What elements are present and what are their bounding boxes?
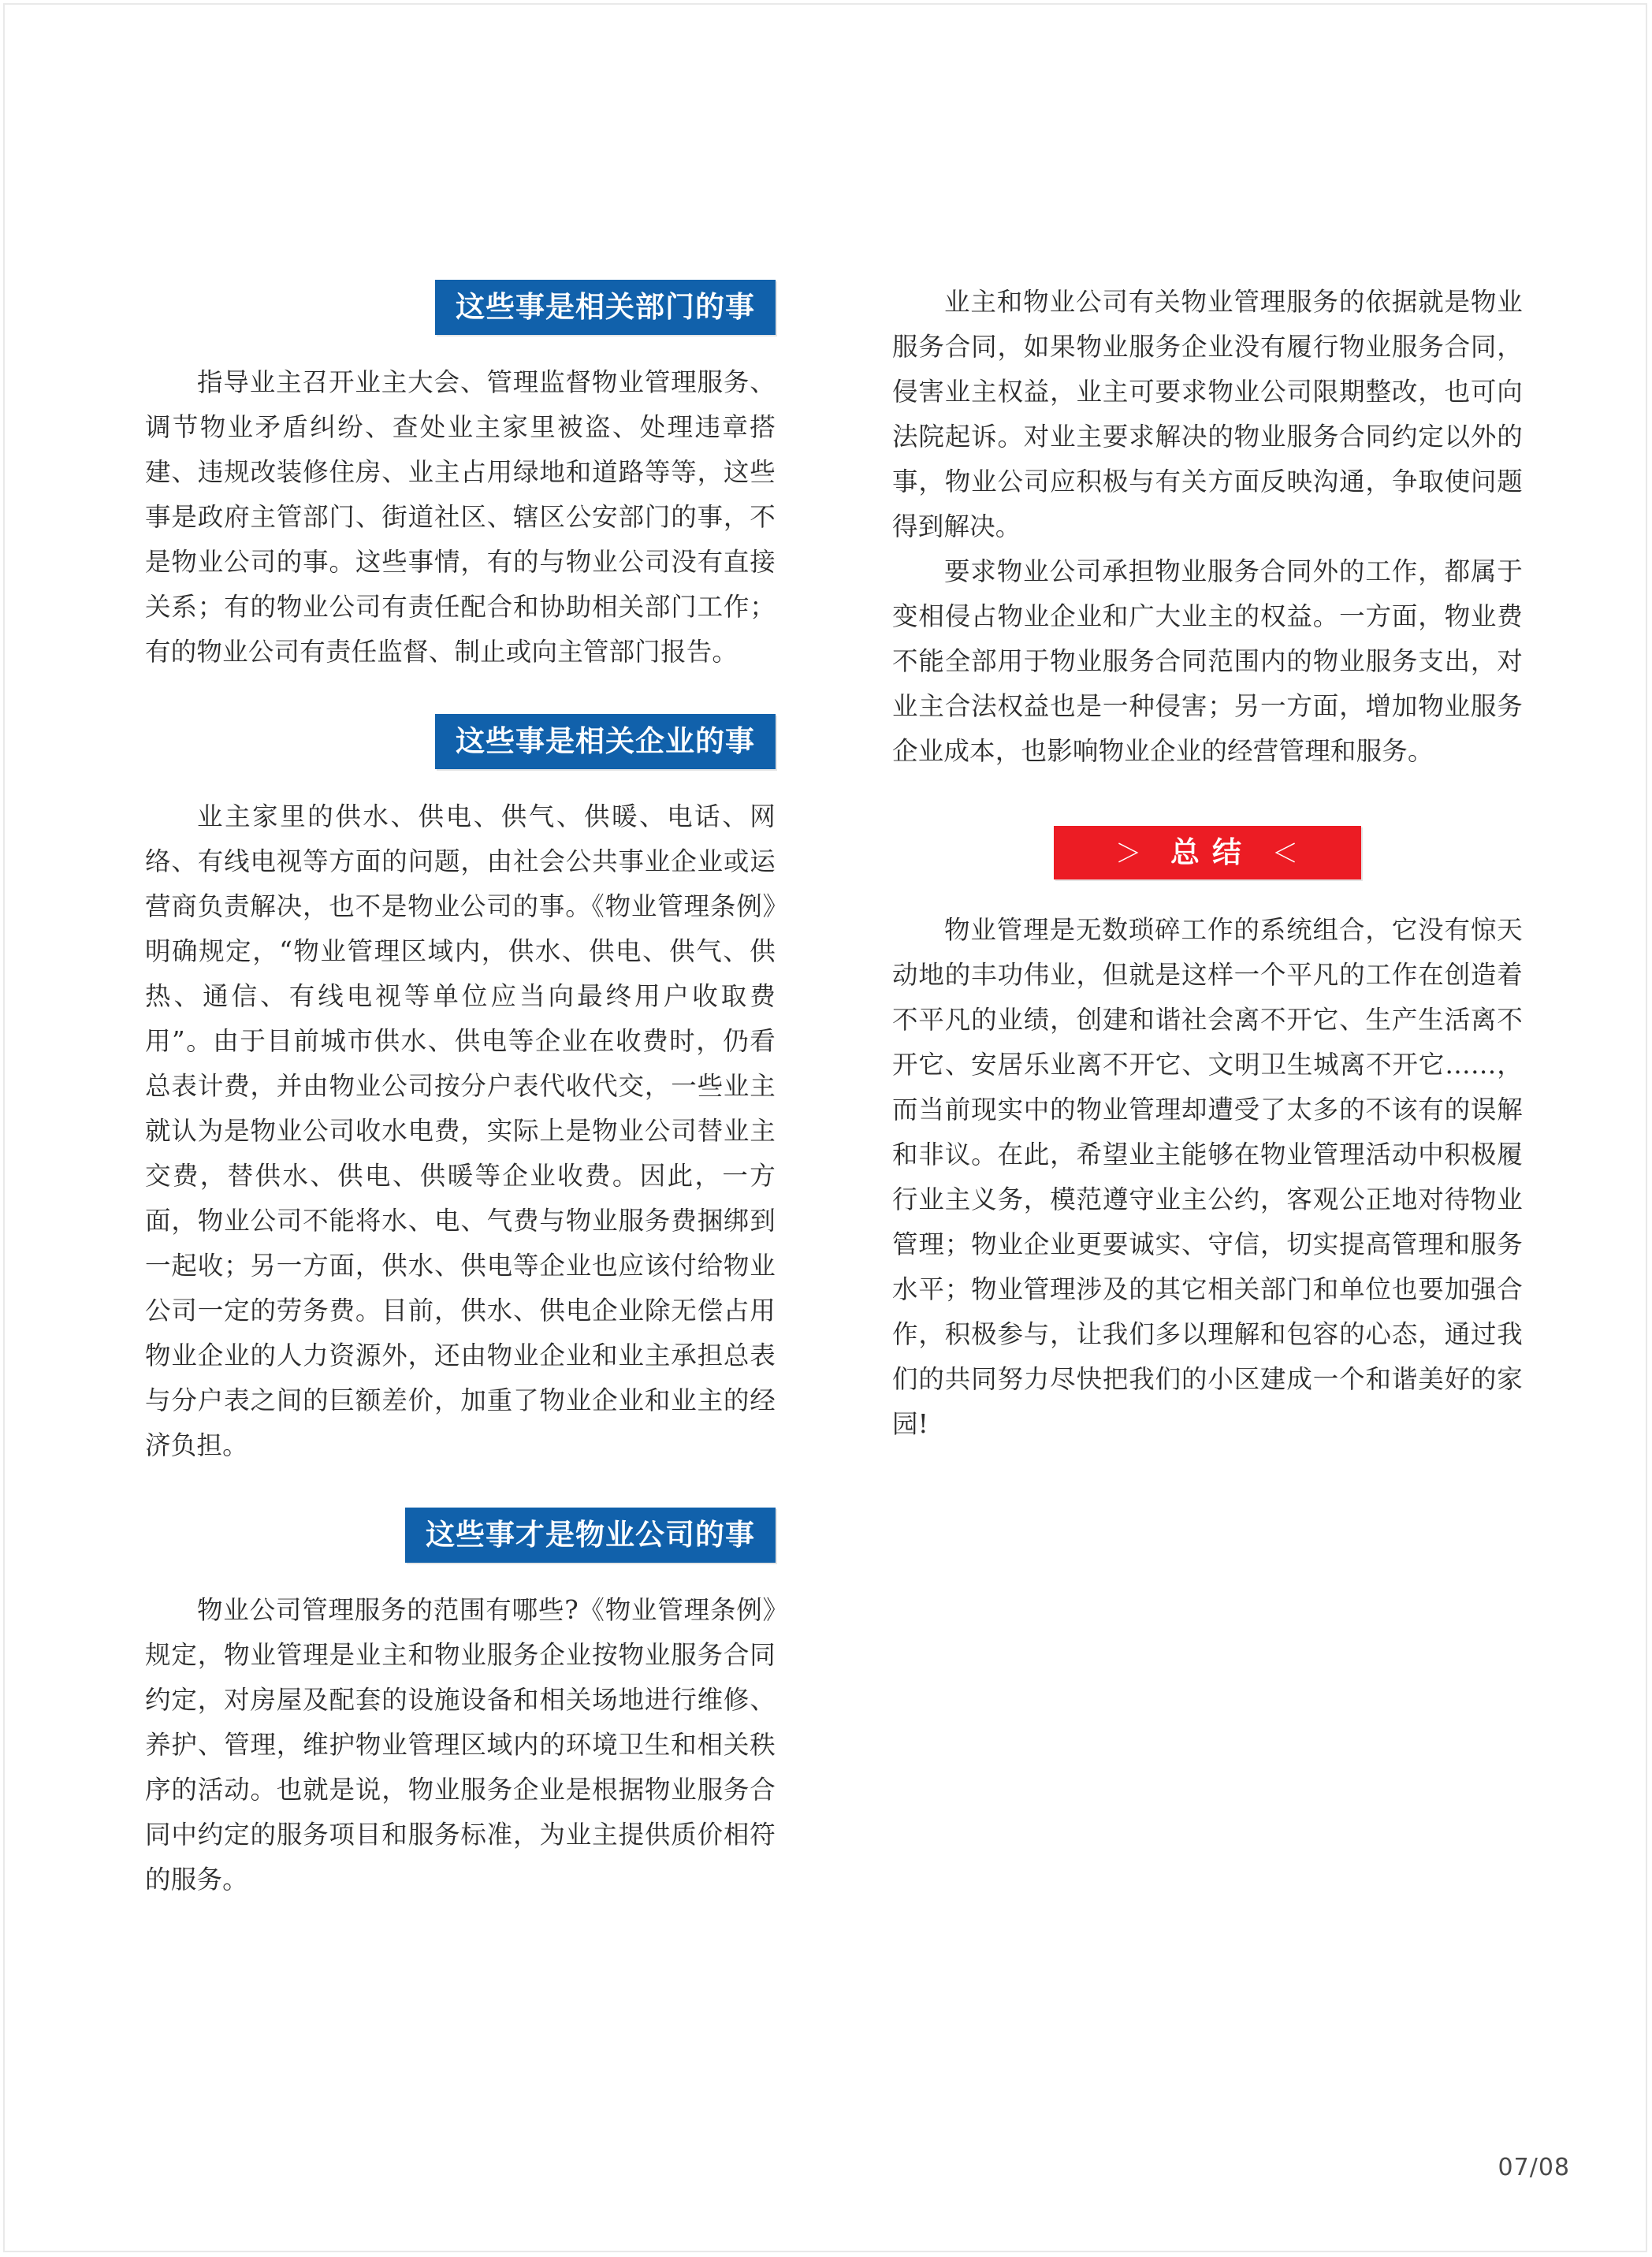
right-column [892,280,1523,1447]
page-number: 07/08 [1498,2154,1570,2181]
paragraph-summary: 物业管理是无数琐碎工作的系统组合，它没有惊天动地的丰功伟业，但就是这样一个平凡的工作在创造着不平凡的业绩，创建和谐社会离不开它、生产生活离不开它、安居乐业离不开它、文明卫生城离不开它……，而当前现实中的物业管理却遭受了太多的不该有的误解和非议。在此，希望业主能够在物业管理活动中积极履行业主义务，模范遵守业主公约，客观公正地对待物业管理；物业企业更要诚实、守信，切实提高管理和服务水平；物业管理涉及的其它相关部门和单位也要加强合作，积极参与，让我们多以理解和包容的心态，通过我们的共同努力尽快把我们的小区建成一个和谐美好的家园! [892,915,1523,1439]
section-heading-row-3 [145,1508,776,1563]
section-heading-property-company: 这些事才是物业公司的事 [405,1508,776,1563]
spacer [145,675,776,714]
paragraph-service-contract: 业主和物业公司有关物业管理服务的依据就是物业服务合同，如果物业服务企业没有履行物业服务合同，侵害业主权益，业主可要求物业公司限期整改，也可向法院起诉。对业主要求解决的物业服务合同约定以外的事，物业公司应积极与有关方面反映沟通，争取使问题得到解决。 [892,287,1523,541]
section-heading-row-1 [145,280,776,335]
section-heading-row-2 [145,714,776,769]
paragraph-property-company: 物业公司管理服务的范围有哪些?《物业管理条例》规定，物业管理是业主和物业服务企业按物业服务合同约定，对房屋及配套的设施设备和相关场地进行维修、养护、管理，维护物业管理区域内的环境卫生和相关秩序的活动。也就是说，物业服务企业是根据物业服务合同中约定的服务项目和服务标准，为业主提供质价相符的服务。 [145,1595,776,1894]
paragraph-departments: 指导业主召开业主大会、管理监督物业管理服务、调节物业矛盾纠纷、查处业主家里被盗、处理违章搭建、违规改装修住房、业主占用绿地和道路等等，这些事是政府主管部门、街道社区、辖区公安部门的事，不是物业公司的事。这些事情，有的与物业公司没有直接关系；有的物业公司有责任配合和协助相关部门工作；有的物业公司有责任监督、制止或向主管部门报告。 [145,367,776,667]
spacer [145,774,776,794]
section-heading-departments: 这些事是相关部门的事 [435,280,776,335]
summary-heading [1054,826,1361,879]
summary-heading-label: 总结 [1170,835,1254,869]
spacer [145,340,776,360]
left-column [145,280,776,1902]
chevron-left-icon: ＜ [1271,838,1300,868]
paragraph-enterprises: 业主家里的供水、供电、供气、供暖、电话、网络、有线电视等方面的问题，由社会公共事业企业或运营商负责解决，也不是物业公司的事。《物业管理条例》明确规定，“物业管理区域内，供水、供电、供气、供热、通信、有线电视等单位应当向最终用户收取费用”。由于目前城市供水、供电等企业在收费时，仍看总表计费，并由物业公司按分户表代收代交，一些业主就认为是物业公司收水电费，实际上是物业公司替业主交费，替供水、供电、供暖等企业收费。因此，一方面，物业公司不能将水、电、气费与物业服务费捆绑到一起收；另一方面，供水、供电等企业也应该付给物业公司一定的劳务费。目前，供水、供电企业除无偿占用物业企业的人力资源外，还由物业企业和业主承担总表与分户表之间的巨额差价，加重了物业企业和业主的经济负担。 [145,801,776,1460]
spacer [892,887,1523,908]
chevron-right-icon: ＞ [1115,838,1144,868]
spacer [145,1468,776,1508]
section-heading-enterprises: 这些事是相关企业的事 [435,714,776,769]
paragraph-outside-contract: 要求物业公司承担物业服务合同外的工作，都属于变相侵占物业企业和广大业主的权益。一方面，物业费不能全部用于物业服务合同范围内的物业服务支出，对业主合法权益也是一种侵害；另一方面，增加物业服务企业成本，也影响物业企业的经营管理和服务。 [892,556,1523,766]
spacer [145,1567,776,1588]
summary-heading-row [892,826,1523,879]
